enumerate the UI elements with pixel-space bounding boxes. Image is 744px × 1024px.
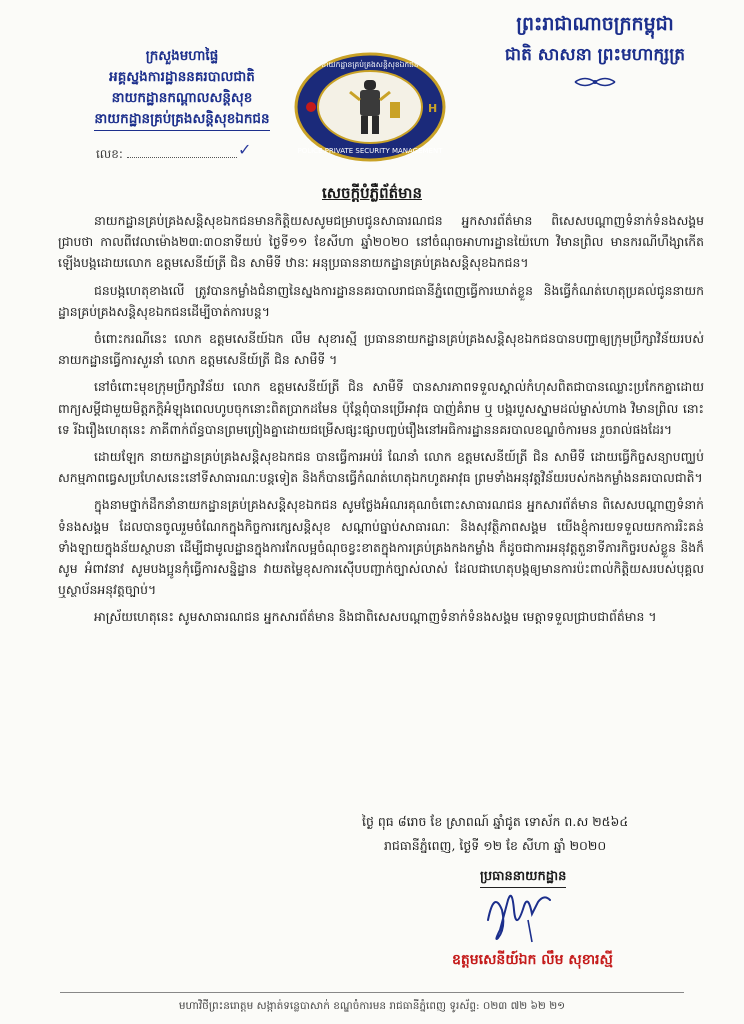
department-logo — [294, 52, 446, 162]
kingdom-header — [470, 12, 720, 95]
logo-letter: H — [428, 102, 438, 115]
signature-title: ប្រធាននាយកដ្ឋាន — [480, 868, 566, 888]
commissariat-name: អគ្គស្នងការដ្ឋាននគរបាលជាតិ — [109, 69, 255, 85]
paragraph: អាស្រ័យហេតុនេះ សូមសាធារណជន អ្នកសារព័ត៌មាន និងជាពិសេសបណ្តាញទំនាក់ទំនងសង្គម មេត្តាទទួលជ្រាបជាព័ត៌មាន ។ — [94, 609, 657, 625]
footer-divider — [60, 992, 684, 993]
logo-english-text: POLICE PRIVATE SECURITY MANAGEMENT — [297, 147, 443, 155]
lunar-date: ថ្ងៃ ពុធ ៨រោច ខែ ស្រាពណ៍ ឆ្នាំជូត ទោស័ក ព.ស ២៥៦៤ — [362, 814, 629, 829]
central-dept-name: នាយកដ្ឋានកណ្តាលសន្តិសុខ — [111, 90, 253, 106]
document-title: សេចក្តីបំភ្លឺព័ត៌មាន — [322, 184, 422, 202]
kingdom-title: ព្រះរាជាណាចក្រកម្ពុជា — [516, 13, 674, 35]
footer-address: មហាវិថីព្រះនរោត្តម សង្កាត់ទន្លេបាសាក់ ខណ្ឌចំការមន រាជធានីភ្នំពេញ ទូរស័ព្ទ: ០២៣ ៧២ ៦២ ២១ — [178, 1000, 566, 1012]
letter-number — [96, 140, 252, 164]
check-mark-icon: ✓ — [238, 140, 252, 159]
logo-khmer-text: នាយកដ្ឋានគ្រប់គ្រងសន្តិសុខឯកជន — [321, 60, 419, 69]
ministry-header — [72, 46, 292, 131]
paragraph: ក្នុងនាមថ្នាក់ដឹកនាំនាយកដ្ឋានគ្រប់គ្រងសន្តិសុខឯកជន សូមថ្លែងអំណរគុណចំពោះសាធារណជន អ្នកសារព័ត៌មាន ពិសេសបណ្តាញទំនាក់ទំនងសង្គម ដែលបានចូលរួមចំណែកក្នុងកិច្ចការក្សេសន្តិសុខ សណ្តាប់ធ្នាប់សាធារណៈ និងសុវត្ថិភាពសង្គម យើងខ្ញុំការយទទួលយកការរិះគន់ទាំងឡាយក្នុងន័យស្ថាបនា ដើម្បីជាមូលដ្ឋានក្នុងការកែលម្អចំណុចខ្វះខាតក្នុងការគ្រប់គ្រងកងកម្លាំង ក៏ដូចជាការអនុវត្តតួនាទីភារកិច្ចរបស់ខ្លួន និងក៏សូម អំពាវនាវ សូមបងប្អូនកុំធ្វើការសន្និដ្ឋាន វាយតម្លៃខុសការស៊ើបបញ្ជាក់ច្បាស់លាស់ ដែលជាហេតុបង្កឲ្យមានការប៉ះពាល់កិត្តិយសរបស់បុគ្គល ឬស្ថាប័នអនុវត្តច្បាប់។ — [58, 497, 704, 598]
paragraph: ជនបង្កហេតុខាងលើ ត្រូវបានកម្លាំងជំនាញនៃស្នងការដ្ឋាននគរបាលរាជធានីភ្នំពេញធ្វើការឃាត់ខ្លួន និងធ្វើកំណត់ហេតុប្រគល់ជូននាយកដ្ឋានគ្រប់គ្រងសន្តិសុខឯកជនដើម្បីចាត់ការបន្ត។ — [58, 282, 704, 319]
signer-name: ឧត្តមសេនីយ៍ឯក លឹម សុខារស្មី — [452, 952, 613, 968]
document-body — [58, 210, 704, 634]
handwritten-signature — [468, 880, 588, 950]
paragraph: ចំពោះករណីនេះ លោក ឧត្តមសេនីយ៍ឯក លឹម សុខារស្មី ប្រធាននាយកដ្ឋានគ្រប់គ្រងសន្តិសុខឯកជនបានបញ្ជាឲ្យក្រុមប្រឹក្សាវិន័យរបស់នាយកដ្ឋានធ្វើការសួរនាំ លោក ឧត្តមសេនីយ៍ត្រី ជិន សាមឺទី ។ — [58, 331, 704, 368]
paragraph: នាយកដ្ឋានគ្រប់គ្រងសន្តិសុខឯកជនមានកិត្តិយសសូមជម្រាបជូនសាធារណជន អ្នកសារព័ត៌មាន ពិសេសបណ្តាញទំនាក់ទំនងសង្គម ជ្រាបថា កាលពីវេលាម៉ោង២៣:៣០នាទីយប់ ថ្ងៃទី១១ ខែសីហា ឆ្នាំ២០២០ នៅចំណុចអាហារដ្ឋានយ៉ៃហោ វិមានព្រិល មានករណីហឹង្សាកើតឡើងបង្កដោយលោក ឧត្តមសេនីយ៍ត្រី ជិន សាមឺទី ឋានៈ អនុប្រធាននាយកដ្ឋានគ្រប់គ្រងសន្តិសុខឯកជន។ — [58, 213, 704, 271]
solar-date: រាជធានីភ្នំពេញ, ថ្ងៃទី ១២ ខែ សីហា ឆ្នាំ ២០២០ — [384, 838, 607, 853]
paragraph: នៅចំពោះមុខក្រុមប្រឹក្សាវិន័យ លោក ឧត្តមសេនីយ៍ត្រី ជិន សាមឺទី បានសារភាពទទួលស្គាល់កំហុសពិតជាបានឈ្លោះប្រកែកគ្នាដោយពាក្យសម្តីជាមួយមិត្តភក្តិអំឡុងពេលហូបចុកនោះពិតប្រាកដមែន ប៉ុន្តែពុំបានប្រើអាវុធ បាញ់គំរាម ឬ បង្ករបួសស្នាមដល់ម្ចាស់ហាង វិមានព្រិល នោះទេ រីឯរឿងហេតុនេះ ភាគីពាក់ព័ន្ធបានព្រមព្រៀងគ្នាដោយជម្រើសផ្សះផ្សាបញ្ចប់រឿងនៅអធិការដ្ឋាននគរបាលខណ្ឌចំការមន រួចរាល់ផងដែរ។ — [58, 379, 704, 437]
flourish-ornament — [565, 73, 625, 91]
private-security-dept-name: នាយកដ្ឋានគ្រប់គ្រងសន្តិសុខឯកជន — [94, 109, 269, 131]
kingdom-motto: ជាតិ សាសនា ព្រះមហាក្សត្រ — [504, 45, 686, 65]
letter-number-label: លេខ: — [96, 147, 123, 161]
ministry-name: ក្រសួងមហាផ្ទៃ — [145, 48, 219, 64]
paragraph: ដោយឡែក នាយកដ្ឋានគ្រប់គ្រងសន្តិសុខឯកជន បានធ្វើការអប់រំ ណែនាំ លោក ឧត្តមសេនីយ៍ត្រី ជិន សាមឺទី ដោយធ្វើកិច្ចសន្យាបញ្ឈប់សកម្មភាពធ្វេសប្រហែសនេះនៅទីសាធារណៈបន្តទៀត និងក៏បានធ្វើកំណត់ហេតុឯកហូតអាវុធ ព្រមទាំងអនុវត្តវិន័យរបស់កងកម្លាំងនគរបាលជាតិ។ — [58, 449, 704, 486]
letter-number-line — [127, 157, 237, 158]
